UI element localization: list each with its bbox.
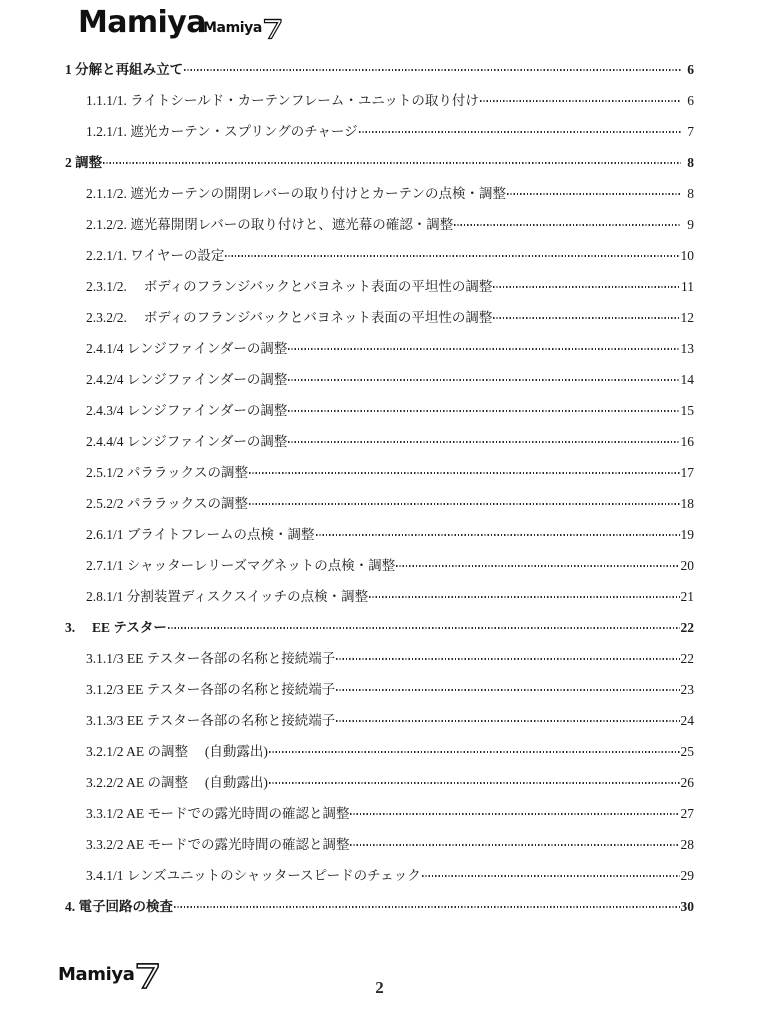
toc-entry-label: 3.2.2/2 AE の調整 (自動露出): [86, 775, 268, 790]
toc-entry[interactable]: [0, 430, 759, 461]
toc-entry-page-number: 12: [680, 310, 694, 325]
toc-entry[interactable]: [0, 58, 759, 89]
toc-entry-page-number: 30: [680, 899, 694, 914]
toc-entry-page-number: 26: [680, 775, 694, 790]
toc-entry-label: 2.6.1/1 ブライトフレームの点検・調整: [86, 527, 315, 542]
toc-entry[interactable]: [0, 151, 759, 182]
toc-dot-leader: [316, 526, 680, 539]
toc-entry[interactable]: [0, 802, 759, 833]
toc-entry[interactable]: [0, 306, 759, 337]
toc-entry-label: 3.2.1/2 AE の調整 (自動露出): [86, 744, 268, 759]
toc-entry-page-number: 21: [680, 589, 694, 604]
toc-entry[interactable]: [0, 182, 759, 213]
toc-entry[interactable]: [0, 89, 759, 120]
toc-dot-leader: [288, 402, 679, 415]
toc-entry-page-number: 6: [687, 93, 694, 108]
footer-logo-word-label: Mamiya: [58, 964, 135, 985]
toc-entry-label: 3.4.1/1 レンズユニットのシャッタースピードのチェック: [86, 868, 421, 883]
toc-entry[interactable]: [0, 523, 759, 554]
toc-entry[interactable]: [0, 895, 759, 926]
toc-dot-leader: [507, 185, 681, 198]
toc-entry[interactable]: [0, 709, 759, 740]
toc-entry[interactable]: [0, 399, 759, 430]
toc-entry-page-number: 8: [687, 186, 694, 201]
toc-dot-leader: [225, 247, 679, 260]
toc-dot-leader: [350, 805, 679, 818]
toc-dot-leader: [168, 619, 680, 632]
toc-entry-label: 1.2.1/1. 遮光カーテン・スプリングのチャージ: [86, 124, 358, 139]
toc-entry-page-number: 22: [680, 620, 694, 635]
toc-entry-label: 2.7.1/1 シャッターレリーズマグネットの点検・調整: [86, 558, 396, 573]
toc-entry-label: 2.3.2/2. ボディのフランジバックとバヨネット表面の平坦性の調整: [86, 310, 493, 325]
toc-entry-label: 3.1.1/3 EE テスター各部の名称と接続端子: [86, 651, 336, 666]
toc-entry[interactable]: [0, 647, 759, 678]
toc-entry-page-number: 6: [687, 62, 694, 77]
toc-entry[interactable]: [0, 554, 759, 585]
mamiya-7-word-label: Mamiya: [203, 20, 262, 36]
toc-dot-leader: [336, 712, 679, 725]
toc-entry-page-number: 10: [680, 248, 694, 263]
page-number: 2: [375, 978, 384, 997]
page-header: [0, 0, 759, 58]
toc-entry[interactable]: [0, 492, 759, 523]
toc-entry-page-number: 24: [680, 713, 694, 728]
toc-entry[interactable]: [0, 833, 759, 864]
toc-entry[interactable]: [0, 213, 759, 244]
toc-entry[interactable]: [0, 585, 759, 616]
toc-dot-leader: [359, 123, 681, 136]
toc-entry-label: 2.4.3/4 レンジファインダーの調整: [86, 403, 288, 418]
toc-entry-label: 4. 電子回路の検査: [65, 899, 173, 914]
toc-entry[interactable]: [0, 864, 759, 895]
toc-entry-label: 3.1.3/3 EE テスター各部の名称と接続端子: [86, 713, 336, 728]
toc-entry-page-number: 14: [680, 372, 694, 387]
toc-dot-leader: [288, 371, 679, 384]
toc-entry-page-number: 17: [680, 465, 694, 480]
toc-dot-leader: [350, 836, 679, 849]
toc-entry-page-number: 25: [680, 744, 694, 759]
toc-entry-label: 2.4.2/4 レンジファインダーの調整: [86, 372, 288, 387]
toc-entry-label: 2 調整: [65, 155, 103, 170]
toc-dot-leader: [288, 433, 679, 446]
toc-entry[interactable]: [0, 275, 759, 306]
toc-dot-leader: [369, 588, 679, 601]
toc-entry[interactable]: [0, 678, 759, 709]
toc-entry-page-number: 11: [681, 279, 694, 294]
table-of-contents: [0, 58, 759, 926]
toc-entry-label: 2.3.1/2. ボディのフランジバックとバヨネット表面の平坦性の調整: [86, 279, 493, 294]
toc-dot-leader: [103, 154, 681, 167]
toc-dot-leader: [422, 867, 680, 880]
toc-dot-leader: [288, 340, 679, 353]
toc-entry-label: 3.3.1/2 AE モードでの露光時間の確認と調整: [86, 806, 350, 821]
toc-entry-label: 3.3.2/2 AE モードでの露光時間の確認と調整: [86, 837, 350, 852]
toc-entry-label: 3. EE テスター: [65, 620, 167, 635]
toc-entry-label: 1.1.1/1. ライトシールド・カーテンフレーム・ユニットの取り付け: [86, 93, 479, 108]
toc-entry[interactable]: [0, 120, 759, 151]
toc-entry-page-number: 16: [680, 434, 694, 449]
toc-dot-leader: [396, 557, 679, 570]
toc-entry-page-number: 20: [680, 558, 694, 573]
toc-entry-page-number: 19: [680, 527, 694, 542]
toc-entry-label: 3.1.2/3 EE テスター各部の名称と接続端子: [86, 682, 336, 697]
toc-dot-leader: [493, 309, 679, 322]
mamiya-wordmark-icon: Mamiya: [78, 5, 206, 40]
toc-entry-page-number: 29: [680, 868, 694, 883]
toc-entry[interactable]: [0, 771, 759, 802]
toc-entry-label: 2.2.1/1. ワイヤーの設定: [86, 248, 225, 263]
toc-dot-leader: [269, 743, 680, 756]
toc-dot-leader: [184, 61, 681, 74]
toc-dot-leader: [493, 278, 680, 291]
toc-dot-leader: [480, 92, 681, 105]
toc-entry[interactable]: [0, 616, 759, 647]
toc-entry-label: 2.8.1/1 分割装置ディスクスイッチの点検・調整: [86, 589, 369, 604]
toc-dot-leader: [336, 681, 679, 694]
toc-entry-page-number: 15: [680, 403, 694, 418]
toc-entry-label: 2.1.2/2. 遮光幕開閉レバーの取り付けと、遮光幕の確認・調整: [86, 217, 454, 232]
toc-entry-page-number: 27: [680, 806, 694, 821]
stylized-seven-icon: [263, 18, 283, 40]
toc-entry-page-number: 7: [687, 124, 694, 139]
toc-entry-page-number: 9: [687, 217, 694, 232]
toc-dot-leader: [174, 898, 680, 911]
toc-dot-leader: [336, 650, 679, 663]
mamiya-7-wordmark-icon: [203, 18, 283, 40]
toc-entry[interactable]: [0, 461, 759, 492]
toc-dot-leader: [249, 464, 680, 477]
toc-entry[interactable]: [0, 740, 759, 771]
toc-dot-leader: [249, 495, 680, 508]
toc-dot-leader: [269, 774, 680, 787]
toc-entry-label: 2.5.1/2 パララックスの調整: [86, 465, 248, 480]
toc-entry-page-number: 18: [680, 496, 694, 511]
toc-entry[interactable]: [0, 368, 759, 399]
toc-entry-label: 2.1.1/2. 遮光カーテンの開閉レバーの取り付けとカーテンの点検・調整: [86, 186, 506, 201]
toc-entry-label: 2.5.2/2 パララックスの調整: [86, 496, 248, 511]
toc-dot-leader: [454, 216, 681, 229]
toc-entry-label: 2.4.4/4 レンジファインダーの調整: [86, 434, 288, 449]
toc-entry-page-number: 22: [680, 651, 694, 666]
toc-entry-label: 1 分解と再組み立て: [65, 62, 184, 77]
toc-entry[interactable]: [0, 244, 759, 275]
toc-entry-page-number: 8: [687, 155, 694, 170]
toc-entry[interactable]: [0, 337, 759, 368]
toc-entry-page-number: 28: [680, 837, 694, 852]
toc-entry-page-number: 23: [680, 682, 694, 697]
toc-entry-page-number: 13: [680, 341, 694, 356]
toc-entry-label: 2.4.1/4 レンジファインダーの調整: [86, 341, 288, 356]
